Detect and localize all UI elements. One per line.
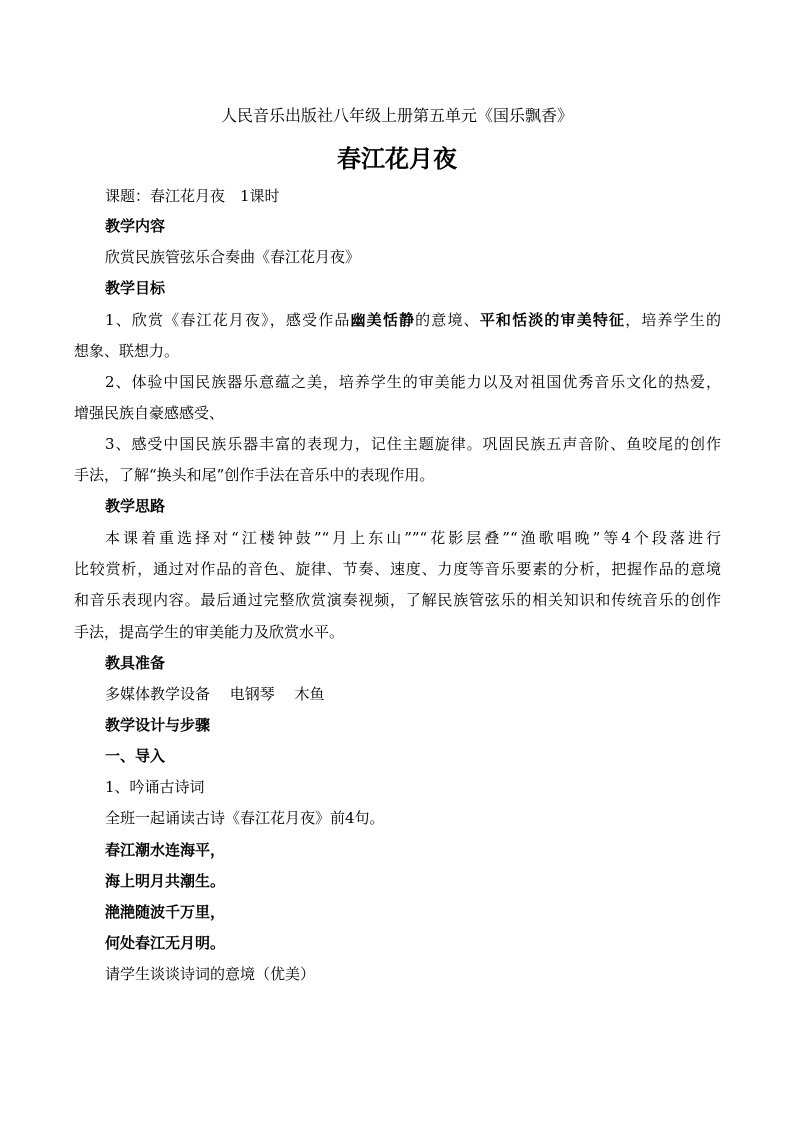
- step-1: 1、吟诵古诗词: [105, 778, 205, 796]
- intro-heading: 一、导入: [105, 747, 166, 765]
- ideas-line-1: 本课着重选择对“江楼钟鼓”“月上东山””“花影层叠”“渔歌唱晚”等4个段落进行: [105, 529, 721, 547]
- content-heading: 教学内容: [105, 217, 166, 235]
- tools-text: 多媒体教学设备 电钢琴 木鱼: [105, 685, 325, 703]
- goal-1-emphasis-1: 幽美恬静: [350, 311, 416, 329]
- goal-1-line-2: 想象、联想力。: [74, 342, 180, 360]
- poem-line: 春江潮水连海平，: [105, 841, 226, 859]
- goal-1-emphasis-2: 平和恬淡的审美特征: [479, 311, 626, 329]
- ideas-line-2: 比较赏析，通过对作品的音色、旋律、节奏、速度、力度等音乐要素的分析，把握作品的意境: [74, 560, 721, 578]
- ideas-heading: 教学思路: [105, 497, 166, 515]
- tools-heading: 教具准备: [105, 654, 166, 672]
- page-title: 春江花月夜: [337, 144, 457, 173]
- discussion-text: 请学生谈谈诗词的意境（优美）: [105, 965, 316, 983]
- goals-heading: 教学目标: [105, 279, 166, 297]
- unit-subtitle: 人民音乐出版社八年级上册第五单元《国乐飘香》: [220, 106, 573, 125]
- lesson-topic: 课题：春江花月夜 1课时: [105, 187, 280, 205]
- ideas-line-4: 手法，提高学生的审美能力及欣赏水平。: [74, 623, 345, 641]
- goal-1-line-1: [105, 310, 721, 330]
- goal-2-line-1: 2、体验中国民族器乐意蕴之美，培养学生的审美能力以及对祖国优秀音乐文化的热爱，: [105, 373, 721, 391]
- goal-1-text: ，培养学生的: [625, 311, 721, 329]
- goal-1-text: 1、欣赏《春江花月夜》，感受作品: [105, 311, 351, 329]
- goal-3-line-2: 手法，了解“换头和尾”创作手法在音乐中的表现作用。: [74, 466, 435, 484]
- poem-line: 海上明月共潮生。: [105, 872, 226, 890]
- ideas-line-3: 和音乐表现内容。最后通过完整欣赏演奏视频，了解民族管弦乐的相关知识和传统音乐的创作: [74, 591, 721, 609]
- content-text: 欣赏民族管弦乐合奏曲《春江花月夜》: [105, 248, 361, 266]
- design-heading: 教学设计与步骤: [105, 716, 211, 734]
- poem-line: 滟滟随波千万里，: [105, 903, 226, 921]
- goal-3-line-1: 3、感受中国民族乐器丰富的表现力，记住主题旋律。巩固民族五声音阶、鱼咬尾的创作: [105, 435, 721, 453]
- poem-line: 何处春江无月明。: [105, 934, 226, 952]
- goal-1-text: 的意境、: [415, 311, 480, 329]
- goal-2-line-2: 增强民族自豪感感受、: [74, 404, 225, 422]
- step-1-text: 全班一起诵读古诗《春江花月夜》前4句。: [105, 809, 385, 827]
